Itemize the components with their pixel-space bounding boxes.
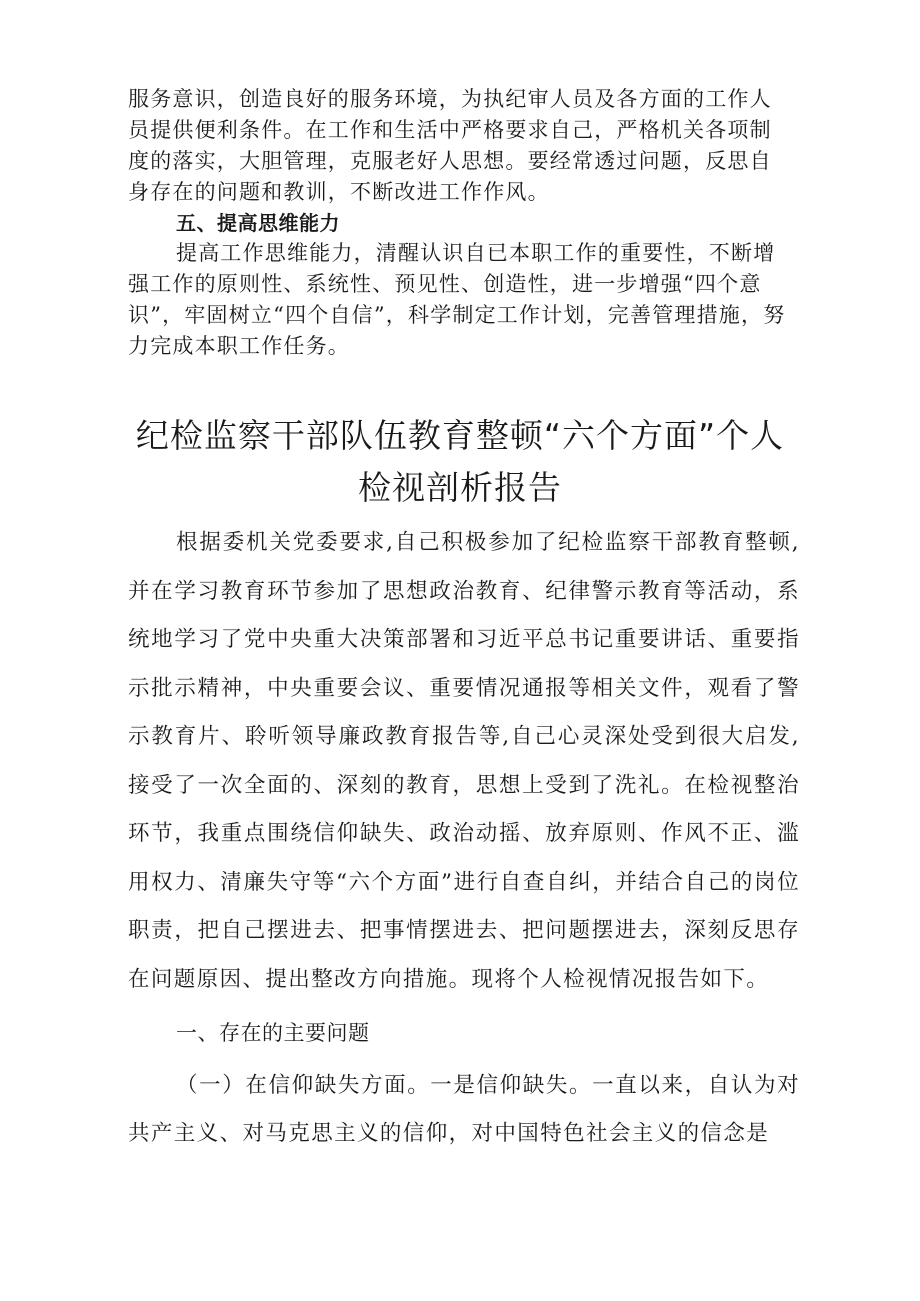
paragraph: 服务意识，创造良好的服务环境，为执纪审人员及各方面的工作人员提供便利条件。在工作和生活中严格要求自己，严格机关各项制度的落实，大胆管理，克服老好人思想。要经常透过问题，反思自身存在的问题和教训，不断改进工作作风。 xyxy=(128,87,772,204)
section-heading: 五、提高思维能力 xyxy=(176,211,340,235)
section-text xyxy=(128,1062,800,1158)
document-title xyxy=(100,410,820,514)
previous-section-text xyxy=(128,84,788,362)
paragraph: 提高工作思维能力，清醒认识自已本职工作的重要性，不断增强工作的原则性、系统性、预见性、创造性，进一步增强“四个意识”，牢固树立“四个自信”，科学制定工作计划，完善管理措施，努力完成本职工作任务。 xyxy=(128,241,786,358)
intro-text xyxy=(128,519,800,1004)
title-line-2: 检视剖析报告 xyxy=(358,468,562,507)
intro-paragraph: 根据委机关党委要求,自己积极参加了纪检监察干部教育整顿,并在学习教育环节参加了思想政治教育、纪律警示教育等活动，系统地学习了党中央重大决策部署和习近平总书记重要讲话、重要指示批示精神，中央重要会议、重要情况通报等相关文件，观看了警示教育片、聆听领导廉政教育报告等,自己心灵深处受到很大启发,接受了一次全面的、深刻的教育，思想上受到了洗礼。在检视整治环节，我重点围绕信仰缺失、政治动摇、放弃原则、作风不正、滥用权力、清廉失守等“六个方面”进行自查自纠，并结合自己的岗位职责，把自己摆进去、把事情摆进去、把问题摆进去，深刻反思存在问题原因、提出整改方向措施。现将个人检视情况报告如下。 xyxy=(128,530,800,992)
paragraph: （一）在信仰缺失方面。一是信仰缺失。一直以来，自认为对共产主义、对马克思主义的信仰，对中国特色社会主义的信念是 xyxy=(128,1073,800,1146)
section-heading: 一、存在的主要问题 xyxy=(176,1021,370,1045)
title-line-1: 纪检监察干部队伍教育整顿“六个方面”个人 xyxy=(135,416,785,455)
